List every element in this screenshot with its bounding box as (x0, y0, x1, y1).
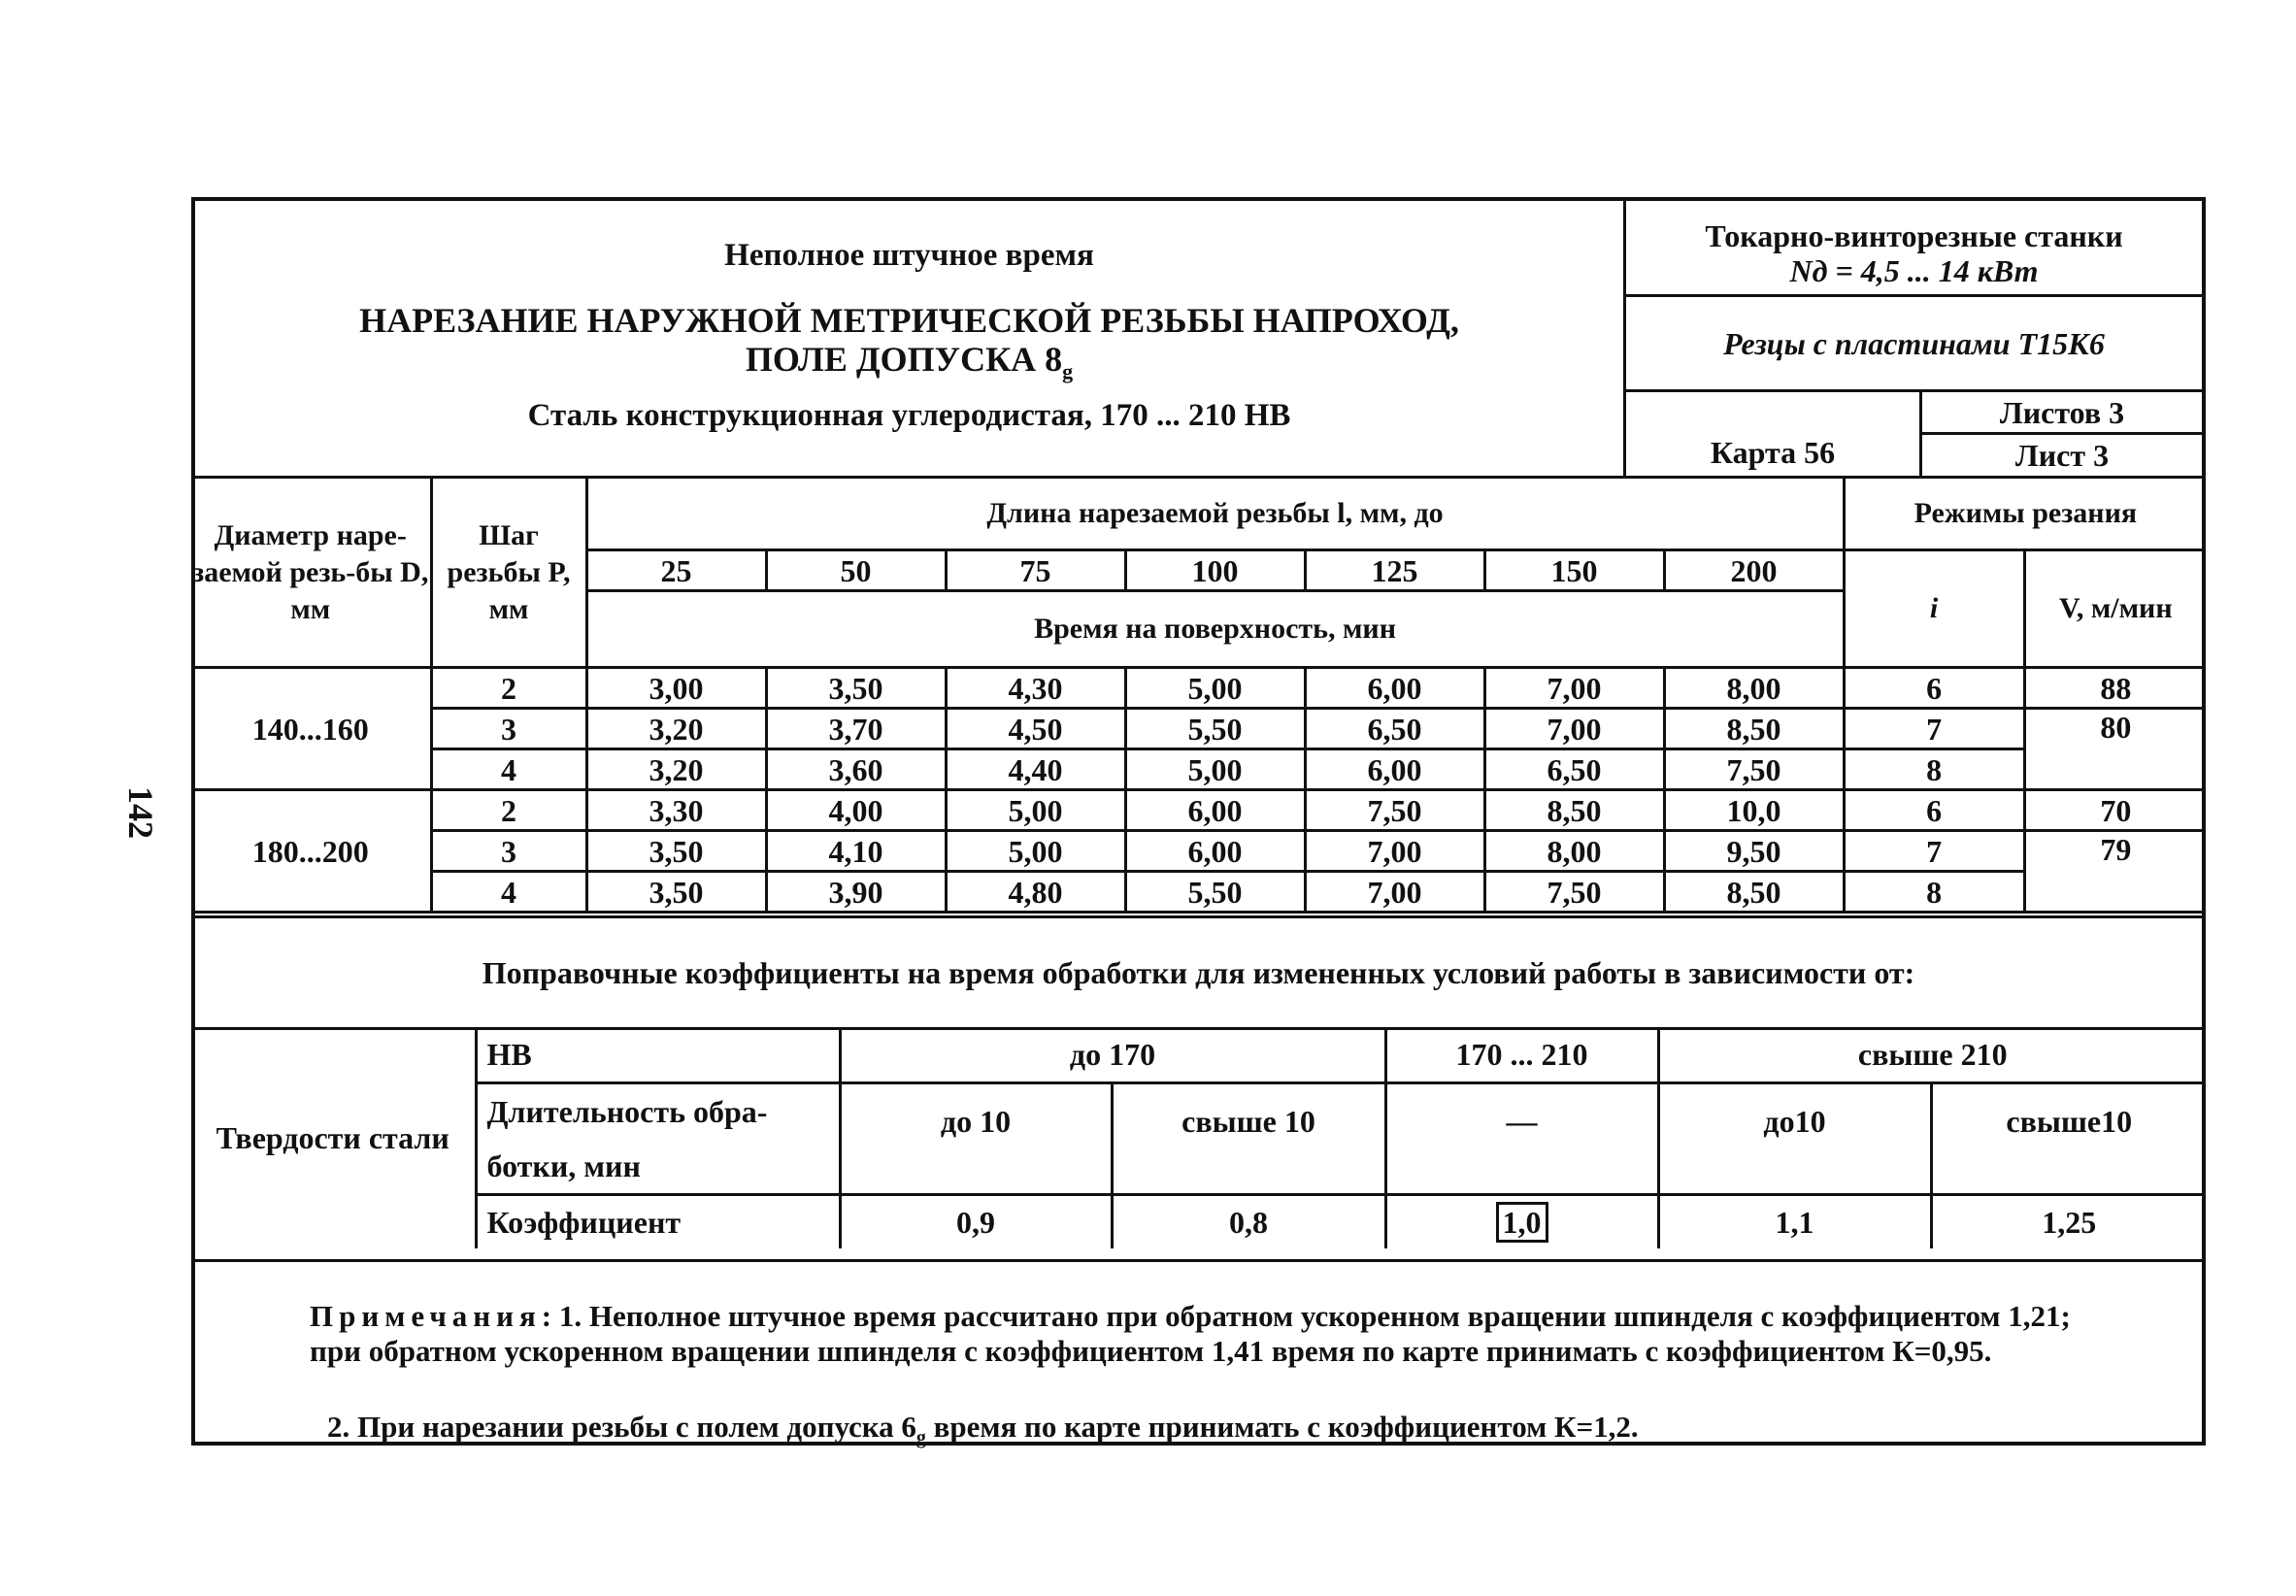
sheet-number: Лист 3 (2014, 438, 2110, 473)
passes-cell: 8 (1844, 872, 2024, 913)
time-cell: 3,90 (766, 872, 946, 913)
time-cell: 3,50 (766, 668, 946, 709)
page-number: 142 (121, 786, 160, 839)
time-cell: 4,10 (766, 831, 946, 872)
time-cell: 6,00 (1125, 790, 1305, 831)
header-title-line2: ПОЛЕ ДОПУСКА $8_g$ (745, 340, 1074, 384)
time-cell: 7,50 (1664, 749, 1844, 790)
length-75: 75 (946, 550, 1125, 591)
time-cell: 8,00 (1484, 831, 1664, 872)
time-cell: 4,30 (946, 668, 1125, 709)
time-cell: 3,60 (766, 749, 946, 790)
length-25: 25 (586, 550, 766, 591)
notes-heading: Примечания (310, 1299, 542, 1333)
hb-range-3: свыше 210 (1658, 1027, 2206, 1083)
duration-cell: до 10 (840, 1083, 1112, 1195)
time-unit-label: Время на поверхность, мин (586, 591, 1844, 668)
time-cell: 5,00 (1125, 668, 1305, 709)
speed-cell: 80 (2024, 709, 2206, 790)
coefficient-cell: 0,9 (840, 1195, 1112, 1249)
note-2: 2. При нарезании резьбы с полем допуска $6_g$ время по карте принимать с коэффициентом К=1,2. (327, 1410, 1639, 1449)
time-cell: 7,00 (1305, 872, 1484, 913)
coefficient-cell (1385, 1195, 1658, 1249)
coefficient-cell: 1,25 (1931, 1195, 2206, 1249)
time-cell: 3,70 (766, 709, 946, 749)
coefficient-boxed-value: 1,0 (1496, 1202, 1548, 1243)
pitch-cell: 4 (431, 749, 586, 790)
time-cell: 5,50 (1125, 872, 1305, 913)
header-material: Сталь конструкционная углеродистая, 170 ... 210 НВ (527, 398, 1291, 433)
header-title-line1: НАРЕЗАНИЕ НАРУЖНОЙ МЕТРИЧЕСКОЙ РЕЗЬБЫ НАПРОХОД, (359, 301, 1459, 340)
table-row (191, 831, 2206, 872)
length-50: 50 (766, 550, 946, 591)
time-cell: 5,00 (946, 790, 1125, 831)
card-number: Карта 56 (1626, 392, 1922, 479)
coefficient-label: Коэффициент (476, 1195, 840, 1249)
passes-cell: 7 (1844, 709, 2024, 749)
length-100: 100 (1125, 550, 1305, 591)
pitch-cell: 4 (431, 872, 586, 913)
time-cell: 3,20 (586, 749, 766, 790)
machine-type: Токарно-винторезные станки Nд = 4,5 ... 14 кВт (1626, 201, 2202, 297)
time-cell: 6,50 (1484, 749, 1664, 790)
tool-type: Резцы с пластинами Т15К6 (1626, 297, 2202, 392)
col-length-header: Длина нарезаемой резьбы l, мм, до (586, 478, 1844, 550)
diameter-cell: 180...200 (191, 790, 431, 913)
pitch-cell: 3 (431, 709, 586, 749)
time-cell: 4,50 (946, 709, 1125, 749)
header-info-block (1626, 201, 2202, 479)
table-row (191, 872, 2206, 913)
time-cell: 4,80 (946, 872, 1125, 913)
table-row (191, 709, 2206, 749)
speed-cell: 70 (2024, 790, 2206, 831)
time-cell: 3,50 (586, 872, 766, 913)
duration-cell: — (1385, 1083, 1658, 1195)
duration-label: Длительность обра- ботки, мин (476, 1083, 840, 1195)
time-cell: 3,00 (586, 668, 766, 709)
speed-cell: 88 (2024, 668, 2206, 709)
passes-cell: 7 (1844, 831, 2024, 872)
header-subtitle: Неполное штучное время (724, 238, 1094, 273)
time-cell: 4,00 (766, 790, 946, 831)
diameter-cell: 140...160 (191, 668, 431, 790)
time-cell: 10,0 (1664, 790, 1844, 831)
time-cell: 9,50 (1664, 831, 1844, 872)
time-cell: 6,00 (1305, 749, 1484, 790)
corrections-title: Поправочные коэффициенты на время обработки для измененных условий работы в зависимости от: (195, 915, 2202, 1030)
length-150: 150 (1484, 550, 1664, 591)
duration-cell: свыше 10 (1112, 1083, 1385, 1195)
col-diameter-header: Диаметр наре-заемой резь-бы D, мм (191, 478, 431, 668)
passes-cell: 8 (1844, 749, 2024, 790)
col-modes-header: Режимы резания (1844, 478, 2206, 550)
header-title-block (195, 201, 1626, 479)
hardness-label: Твердости стали (191, 1027, 476, 1248)
time-cell: 6,00 (1305, 668, 1484, 709)
corrections-table (191, 1027, 2206, 1248)
hb-label: НВ (476, 1027, 840, 1083)
passes-cell: 6 (1844, 790, 2024, 831)
table-row (191, 749, 2206, 790)
speed-cell: 79 (2024, 831, 2206, 913)
col-pitch-header: Шаг резьбы P, мм (431, 478, 586, 668)
time-cell: 7,00 (1305, 831, 1484, 872)
coefficient-cell: 0,8 (1112, 1195, 1385, 1249)
card-frame (191, 197, 2206, 1449)
col-v-header: V, м/мин (2024, 550, 2206, 668)
time-cell: 8,50 (1484, 790, 1664, 831)
time-cell: 5,00 (946, 831, 1125, 872)
table-row (191, 790, 2206, 831)
duration-cell: свыше10 (1931, 1083, 2206, 1195)
time-cell: 6,00 (1125, 831, 1305, 872)
time-cell: 7,00 (1484, 668, 1664, 709)
time-cell: 4,40 (946, 749, 1125, 790)
time-cell: 3,30 (586, 790, 766, 831)
coefficient-cell: 1,1 (1658, 1195, 1931, 1249)
pitch-cell: 3 (431, 831, 586, 872)
time-cell: 5,00 (1125, 749, 1305, 790)
time-cell: 7,00 (1484, 709, 1664, 749)
length-200: 200 (1664, 550, 1844, 591)
length-125: 125 (1305, 550, 1484, 591)
time-cell: 8,50 (1664, 709, 1844, 749)
time-cell: 7,50 (1484, 872, 1664, 913)
time-cell: 5,50 (1125, 709, 1305, 749)
time-cell: 8,50 (1664, 872, 1844, 913)
hb-range-1: до 170 (840, 1027, 1385, 1083)
sheets-total: Листов 3 (1922, 392, 2202, 435)
note-1: Примечания: 1. Неполное штучное время рассчитано при обратном ускоренном вращении шпинделя с коэффициентом 1,21; при обратном ускоренном вращении шпинделя с коэффициентом 1,41 время по карте принимать с коэффициентом К=0,95. (310, 1299, 2071, 1368)
time-cell: 6,50 (1305, 709, 1484, 749)
notes-block (195, 1259, 2202, 1449)
table-row (191, 668, 2206, 709)
time-cell: 3,50 (586, 831, 766, 872)
col-i-header: i (1844, 550, 2024, 668)
card-header (195, 201, 2202, 479)
time-cell: 3,20 (586, 709, 766, 749)
pitch-cell: 2 (431, 668, 586, 709)
time-table (191, 476, 2206, 914)
duration-cell: до10 (1658, 1083, 1931, 1195)
passes-cell: 6 (1844, 668, 2024, 709)
time-cell: 8,00 (1664, 668, 1844, 709)
hb-range-2: 170 ... 210 (1385, 1027, 1658, 1083)
time-cell: 7,50 (1305, 790, 1484, 831)
pitch-cell: 2 (431, 790, 586, 831)
